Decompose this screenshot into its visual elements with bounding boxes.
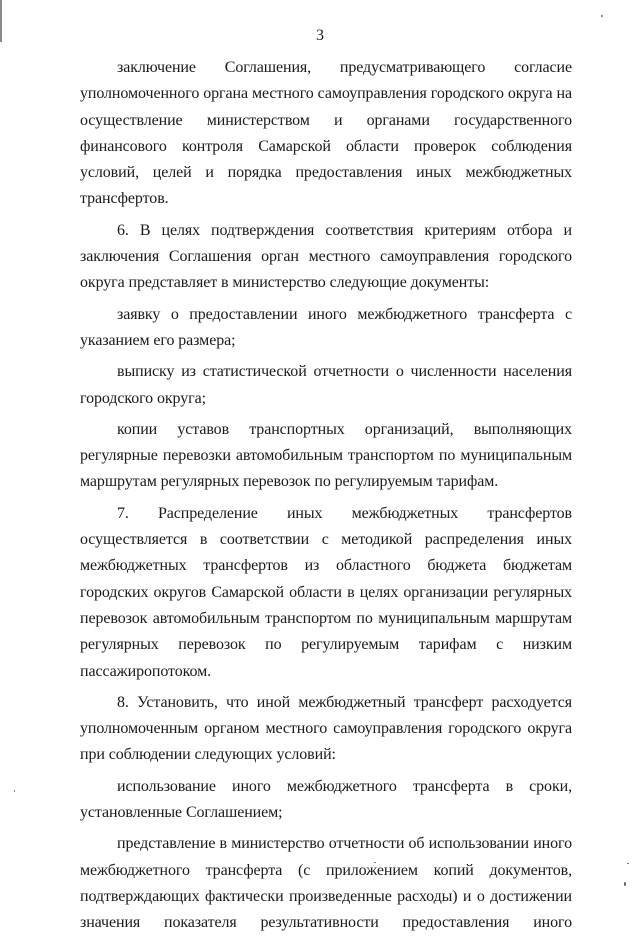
paragraph-document-statistics: выписку из статистической отчетности о численности населения городского округа; (80, 363, 572, 407)
page-number: 3 (316, 27, 324, 44)
scan-speck (601, 15, 603, 17)
scan-speck (627, 863, 629, 864)
document-body (80, 55, 572, 937)
scan-speck (14, 790, 15, 792)
paragraph-document-charters: копии уставов транспортных организаций, выполняющих регулярные перевозки автомобильным транспортом по муниципальным маршрутам регулярных перевозок по регулируемым тарифам. (80, 420, 572, 491)
paragraph-document-application: заявку о предоставлении иного межбюджетного трансферта с указанием его размера; (80, 305, 572, 349)
paragraph-condition-use: использование иного межбюджетного трансферта в сроки, установленные Соглашением; (80, 777, 572, 822)
paragraph-item-8: 8. Установить, что иной межбюджетный трансферт расходуется уполномоченным органом местного самоуправления городского округа при соблюдении следующих условий: (80, 693, 572, 764)
paragraph-item-6: 6. В целях подтверждения соответствия критериям отбора и заключения Соглашения орган местного самоуправления городского округа представляет в министерство следующие документы: (80, 221, 572, 292)
paragraph-item-7: 7. Распределение иных межбюджетных трансфертов осуществляется в соответствии с методикой распределения иных межбюджетных трансфертов из областного бюджета бюджетам городских округов Самарской области в целях организации регулярных перевозок автомобильным транспортом по муниципальным маршрутам регулярных перевозок по регулируемым тарифам с низким пассажиропотоком. (80, 504, 572, 680)
paragraph-condition-reporting: представление в министерство отчетности об использовании иного межбюджетного трансферта (с приложением копий документов, подтверждающих фактически произведенные расходы) и о достижении значения показателя результативности предоставления иного (80, 835, 572, 932)
scan-speck (624, 882, 626, 886)
paragraph-continuation: заключение Соглашения, предусматривающего согласие уполномоченного органа местного самоуправления городского округа на осуществление министерством и органами государственного финансового контроля Самарской области проверок соблюдения условий, целей и порядка предоставления иных межбюджетных трансфертов. (80, 59, 572, 208)
